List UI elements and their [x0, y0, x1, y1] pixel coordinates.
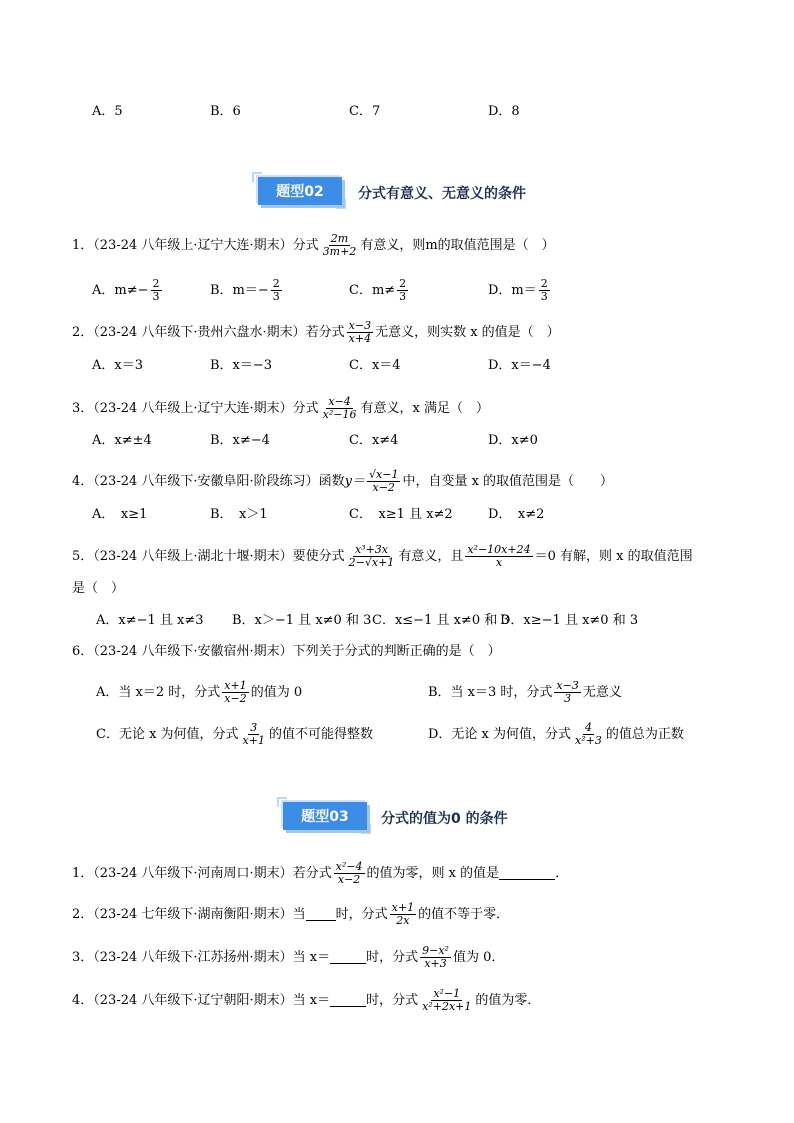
fraction: $\frac{\text{9−x²}}{x+3}$ — [422, 944, 449, 970]
question-text: ． — [555, 865, 569, 881]
answer-blank[interactable] — [330, 994, 366, 1007]
top-option-b: B．6 — [210, 104, 241, 119]
question-6: 6．（23-24 八年级下·安徽宿州·期末）下列关于分式的判断正确的是（ ） — [72, 644, 501, 659]
fraction: $\frac{x-3}{x+4}$ — [348, 319, 372, 345]
option-d: D．m＝ $\frac{2}{3}$ — [488, 277, 548, 303]
top-option-a: A．5 — [92, 104, 123, 119]
option-b: B．x＞−1 且 x≠0 和 3 — [232, 613, 372, 628]
question-text: 1．（23-24 八年级上·辽宁大连·期末）分式 — [72, 237, 319, 253]
fraction: $\frac{x+1}{2x}$ — [391, 901, 415, 927]
option-b: B．当 x＝3 时，分式 $\frac{x-3}{3}$ 无意义 — [428, 679, 622, 705]
question-text: ＝0 有解，则 x 的取值范围 — [534, 548, 693, 564]
question-4 — [72, 469, 613, 494]
option-d: D． x≠2 — [488, 507, 545, 522]
question-text: 5．（23-24 八年级上·湖北十堰·期末）要使分式 — [72, 548, 345, 564]
option-c: C．无论 x 为何值，分式 $\frac{3}{x+1}$ 的值不可能得整数 — [96, 721, 373, 747]
question-text: 3．（23-24 八年级上·辽宁大连·期末）分式 — [72, 400, 319, 416]
fraction: $\frac{\text{x²−1}}{\text{x²+2x+1}}$ — [422, 987, 472, 1013]
question-text: 时，分式 — [366, 949, 419, 965]
section-tag: 题型02 — [258, 177, 342, 205]
question-text: 时，分式 — [335, 906, 388, 922]
answer-blank[interactable] — [330, 951, 366, 964]
fraction: $\frac{\text{x³+3x}}{2-√x+1}$ — [348, 543, 395, 569]
question-text: y＝ — [344, 473, 366, 489]
question-4 — [72, 988, 540, 1013]
question-3 — [72, 945, 504, 970]
question-5-continued: 是（ ） — [72, 581, 125, 596]
question-text: 无意义，则实数 x 的值是（ ） — [375, 324, 560, 340]
option-c: C．m≠ $\frac{2}{3}$ — [349, 277, 407, 303]
fraction: $\frac{\text{x²−4}}{x-2}$ — [335, 860, 363, 886]
question-3 — [72, 396, 489, 421]
option-a: A．当 x＝2 时，分式 $\frac{x+1}{x-2}$ 的值为 0 — [96, 679, 303, 705]
question-2 — [72, 320, 560, 345]
question-2 — [72, 902, 509, 927]
section-tag: 题型03 — [283, 802, 367, 830]
option-c: C．x≠4 — [349, 433, 399, 448]
question-1 — [72, 861, 568, 886]
section-title: 分式有意义、无意义的条件 — [358, 186, 526, 202]
question-1 — [72, 233, 555, 258]
section-title: 分式的值为0 的条件 — [381, 811, 508, 827]
question-text: 4．（23-24 八年级下·安徽阜阳·阶段练习）函数 — [72, 473, 345, 489]
question-text: 中，自变量 x 的取值范围是（ ） — [402, 473, 614, 489]
question-text: 3．（23-24 八年级下·江苏扬州·期末）当 x＝ — [72, 949, 331, 965]
question-text: 4．（23-24 八年级下·辽宁朝阳·期末）当 x＝ — [72, 992, 331, 1008]
option-d: D．无论 x 为何值，分式 $\frac{4}{\text{x²+3}}$ 的值总为正数 — [428, 721, 684, 747]
fraction: $\frac{\text{x²−10x+24}}{x}$ — [467, 543, 531, 569]
question-text: 的值为零． — [475, 992, 541, 1008]
option-b: B．x≠−4 — [210, 433, 270, 448]
top-option-d: D．8 — [488, 104, 520, 119]
option-b: B． x＞1 — [210, 507, 268, 522]
question-text: 2．（23-24 八年级下·贵州六盘水·期末）若分式 — [72, 324, 345, 340]
answer-blank[interactable] — [306, 908, 336, 921]
option-c: C．x＝4 — [349, 358, 401, 373]
question-text: 2．（23-24 七年级下·湖南衡阳·期末）当 — [72, 906, 306, 922]
question-text: 有意义，则m的取值范围是（ ） — [360, 237, 555, 253]
question-text: 值为 0． — [452, 949, 505, 965]
option-c: C．x≤−1 且 x≠0 和 3 — [372, 613, 510, 628]
question-text: 的值不等于零． — [418, 906, 510, 922]
question-5 — [72, 544, 693, 569]
question-text: 的值为零，则 x 的值是 — [366, 865, 500, 881]
top-option-c: C．7 — [349, 104, 381, 119]
option-c: C． x≥1 且 x≠2 — [349, 507, 453, 522]
fraction: $\frac{x-4}{\text{x²−16}}$ — [322, 395, 357, 421]
option-a: A．m≠− $\frac{2}{3}$ — [92, 277, 160, 303]
question-text: 有意义，且 — [398, 548, 464, 564]
option-d: D．x＝−4 — [488, 358, 551, 373]
option-b: B．m＝− $\frac{2}{3}$ — [210, 277, 280, 303]
fraction: $\frac{√x-1}{x-2}$ — [369, 468, 399, 494]
fraction: $\frac{2m}{3m+2}$ — [322, 232, 357, 258]
option-a: A．x≠±4 — [92, 433, 152, 448]
option-d: D．x≥−1 且 x≠0 和 3 — [500, 613, 639, 628]
question-text: 时，分式 — [366, 992, 419, 1008]
option-a: A． x≥1 — [92, 507, 148, 522]
option-d: D．x≠0 — [488, 433, 538, 448]
option-b: B．x＝−3 — [210, 358, 273, 373]
question-text: 1．（23-24 八年级下·河南周口·期末）若分式 — [72, 865, 332, 881]
question-text: 有意义，x 满足（ ） — [360, 400, 489, 416]
answer-blank[interactable] — [499, 867, 555, 880]
option-a: A．x≠−1 且 x≠3 — [96, 613, 204, 628]
option-a: A．x＝3 — [92, 358, 143, 373]
